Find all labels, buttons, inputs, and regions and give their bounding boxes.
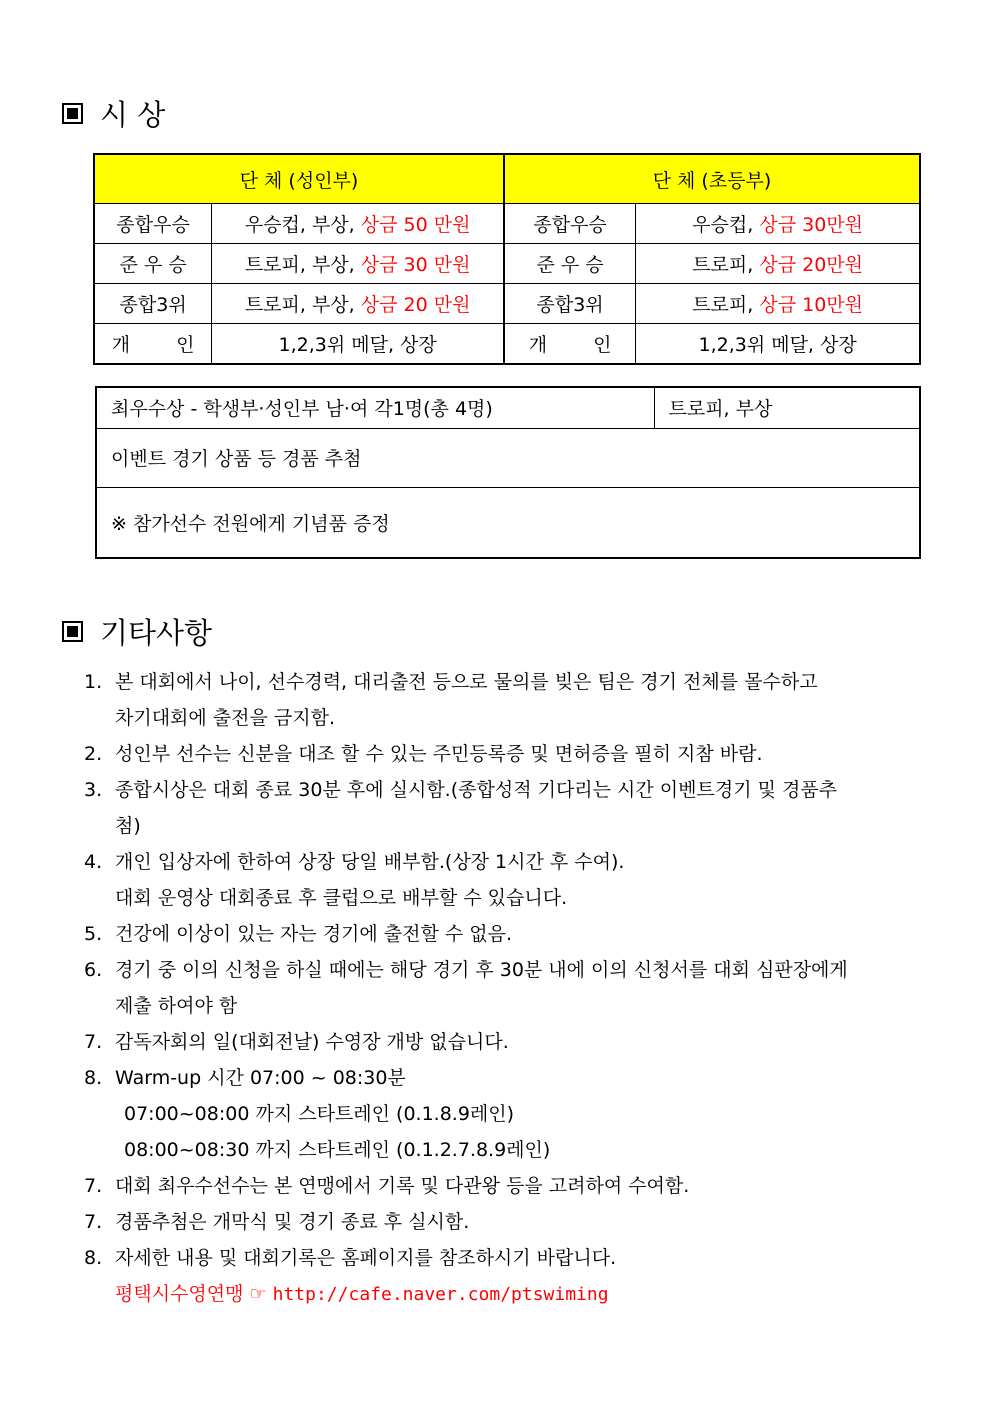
individual-adult-prize: 1,2,3위 메달, 상장 (212, 324, 504, 365)
pointing-hand-icon: ☞ (249, 1283, 267, 1305)
souvenir-note: ※ 참가선수 전원에게 기념품 증정 (96, 487, 920, 558)
table-row (96, 487, 920, 558)
item-text: 자세한 내용 및 대회기록은 홈페이지를 참조하시기 바랍니다. (115, 1247, 617, 1269)
warmup-line: 08:00~08:30 까지 스타트레인 (0.1.2.7.8.9레인) (124, 1139, 551, 1161)
label-part: 개 (111, 334, 131, 356)
label-part: 인 (176, 334, 195, 356)
prize-text: 우승컵, (692, 214, 760, 236)
item-text: 차기대회에 출전을 금지함. (115, 707, 336, 729)
adult-prize (212, 244, 504, 284)
prize-text: 트로피, (692, 254, 760, 276)
child-prize (636, 204, 920, 244)
mvp-award: 최우수상 - 학생부·성인부 남·여 각1명(총 4명) (96, 387, 654, 428)
adult-prize (212, 284, 504, 324)
list-item (84, 664, 848, 700)
table-row (94, 244, 920, 284)
adult-header: 단 체 (성인부) (94, 154, 504, 204)
item-text: 건강에 이상이 있는 자는 경기에 출전할 수 없음. (115, 923, 513, 945)
item-number: 2. (84, 743, 103, 765)
item-text: 대회 운영상 대회종료 후 클럽으로 배부할 수 있습니다. (115, 887, 568, 909)
square-bullet-icon (62, 621, 83, 642)
item-number: 8. (84, 1067, 103, 1089)
prize-text: 우승컵, 부상, (244, 214, 361, 236)
adult-label: 준 우 승 (94, 244, 212, 284)
list-item (84, 916, 848, 952)
table-row (94, 324, 920, 365)
mvp-prize: 트로피, 부상 (654, 387, 920, 428)
table-row (96, 428, 920, 487)
misc-awards-table (95, 386, 921, 559)
individual-label (94, 324, 212, 365)
list-item (84, 952, 848, 988)
org-name: 평택시수영연맹 (115, 1283, 244, 1305)
adult-label: 종합3위 (94, 284, 212, 324)
list-item (84, 1096, 848, 1132)
item-text: 경기 중 이의 신청을 하실 때에는 해당 경기 후 30분 내에 이의 신청서를 대회 심판장에게 (115, 959, 848, 981)
item-text: 종합시상은 대회 종료 30분 후에 실시함.(종합성적 기다리는 시간 이벤트경기 및 경품추 (115, 779, 838, 801)
individual-child-prize: 1,2,3위 메달, 상장 (636, 324, 920, 365)
homepage-link[interactable]: http://cafe.naver.com/ptswiming (272, 1284, 609, 1305)
square-bullet-icon (62, 103, 83, 124)
child-label: 종합우승 (504, 204, 636, 244)
child-label: 준 우 승 (504, 244, 636, 284)
label-part: 인 (593, 334, 612, 356)
list-item (84, 1204, 848, 1240)
child-label: 종합3위 (504, 284, 636, 324)
section-heading-awards (62, 93, 165, 134)
warmup-line: 07:00~08:00 까지 스타트레인 (0.1.8.9레인) (124, 1103, 515, 1125)
label-part: 개 (528, 334, 548, 356)
list-item (84, 1060, 848, 1096)
item-text: 첨) (115, 815, 141, 837)
notes-list (84, 664, 848, 1312)
prize-money: 상금 50 만원 (360, 214, 471, 236)
list-item (84, 736, 848, 772)
individual-label (504, 324, 636, 365)
list-item (84, 844, 848, 880)
prize-text: 트로피, (692, 294, 760, 316)
list-item (84, 880, 848, 916)
list-item (84, 772, 848, 808)
item-text: 경품추첨은 개막식 및 경기 종료 후 실시함. (115, 1211, 470, 1233)
prize-text: 트로피, 부상, (244, 294, 361, 316)
item-number: 1. (84, 671, 103, 693)
child-prize (636, 284, 920, 324)
prize-money: 상금 30만원 (759, 214, 863, 236)
list-item (84, 700, 848, 736)
list-item (84, 1240, 848, 1276)
prize-money: 상금 30 만원 (360, 254, 471, 276)
awards-table (93, 153, 921, 365)
item-number: 6. (84, 959, 103, 981)
item-number: 5. (84, 923, 103, 945)
table-row (96, 387, 920, 428)
item-number: 7. (84, 1175, 103, 1197)
prize-text: 트로피, 부상, (244, 254, 361, 276)
item-text: 제출 하여야 함 (115, 995, 238, 1017)
list-item (84, 988, 848, 1024)
item-number: 8. (84, 1247, 103, 1269)
section-title: 시 상 (100, 98, 166, 132)
child-header: 단 체 (초등부) (504, 154, 920, 204)
footer-link-line (84, 1276, 848, 1312)
item-number: 7. (84, 1031, 103, 1053)
list-item (84, 1132, 848, 1168)
item-number: 4. (84, 851, 103, 873)
list-item (84, 808, 848, 844)
list-item (84, 1024, 848, 1060)
item-text: 감독자회의 일(대회전날) 수영장 개방 없습니다. (115, 1031, 509, 1053)
section-title: 기타사항 (100, 616, 213, 650)
item-text: 본 대회에서 나이, 선수경력, 대리출전 등으로 물의를 빚은 팀은 경기 전체를 몰수하고 (115, 671, 818, 693)
item-text: 성인부 선수는 신분을 대조 할 수 있는 주민등록증 및 면허증을 필히 지참 바람. (115, 743, 763, 765)
section-heading-notes (62, 611, 212, 652)
child-prize (636, 244, 920, 284)
item-text: Warm-up 시간 07:00 ~ 08:30분 (115, 1067, 406, 1089)
prize-money: 상금 10만원 (759, 294, 863, 316)
list-item (84, 1168, 848, 1204)
table-row (94, 284, 920, 324)
item-number: 3. (84, 779, 103, 801)
item-text: 개인 입상자에 한하여 상장 당일 배부함.(상장 1시간 후 수여). (115, 851, 625, 873)
awards-table-header (94, 154, 920, 204)
prize-money: 상금 20만원 (759, 254, 863, 276)
prize-money: 상금 20 만원 (360, 294, 471, 316)
item-number: 7. (84, 1211, 103, 1233)
item-text: 대회 최우수선수는 본 연맹에서 기록 및 다관왕 등을 고려하여 수여함. (115, 1175, 690, 1197)
adult-prize (212, 204, 504, 244)
event-raffle: 이벤트 경기 상품 등 경품 추첨 (96, 428, 920, 487)
adult-label: 종합우승 (94, 204, 212, 244)
table-row (94, 204, 920, 244)
